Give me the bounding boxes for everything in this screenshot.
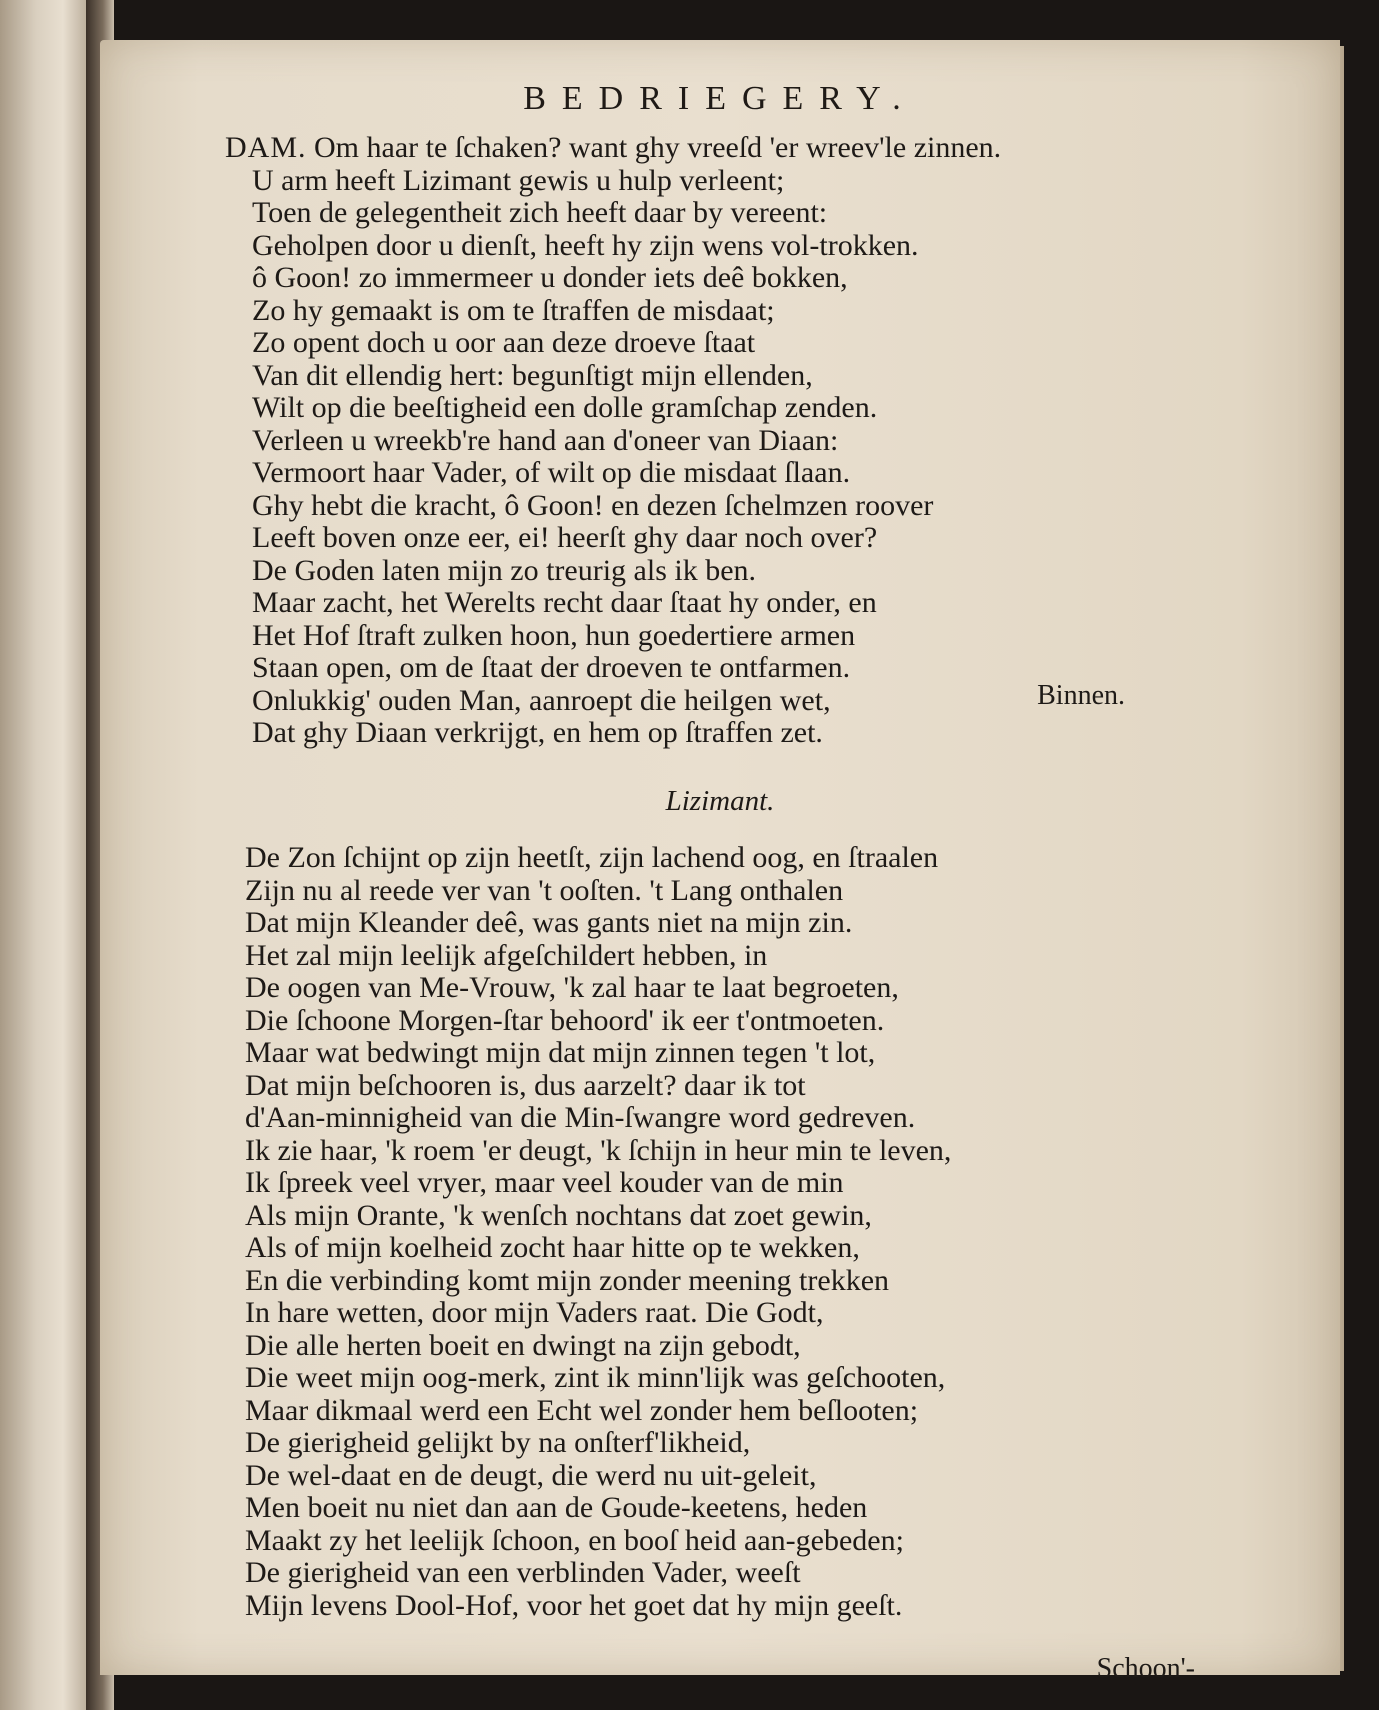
- verse-line: Dat mijn beſchooren is, dus aarzelt? daar ik tot: [245, 1068, 806, 1102]
- scene-title: Lizimant.: [665, 785, 775, 817]
- verse-line: De Goden laten mijn zo treurig als ik ben.: [252, 553, 757, 587]
- verse-line: Dat mijn Kleander deê, was gants niet na mijn zin.: [245, 906, 853, 939]
- verse-line: De Zon ſchijnt op zijn heetſt, zijn lachend oog, en ſtraalen: [245, 841, 939, 874]
- verse-line: Maar zacht, het Werelts recht daar ſtaat hy onder, en: [252, 586, 877, 619]
- verse-line: Als mijn Orante, 'k wenſch nochtans dat zoet gewin,: [245, 1198, 872, 1232]
- verse-line: Zo hy gemaakt is om te ſtraffen de misdaat;: [252, 293, 775, 327]
- left-page-edge: [0, 0, 92, 1710]
- speech-dam: [225, 132, 1225, 750]
- verse-line: Geholpen door u dienſt, heeft hy zijn wens vol-trokken.: [252, 228, 919, 262]
- verse-line: Onlukkig' ouden Man, aanroept die heilgen wet,: [252, 683, 831, 717]
- stage-direction: Binnen.: [1037, 680, 1125, 711]
- verse-line: Die weet mijn oog-merk, zint ik minn'lijk was geſchooten,: [245, 1361, 946, 1394]
- verse-line: De oogen van Me-Vrouw, 'k zal haar te laat begroeten,: [245, 971, 899, 1004]
- verse-line: Zijn nu al reede ver van 't ooſten. 't Lang onthalen: [245, 873, 844, 907]
- verse-line: De gierigheid van een verblinden Vader, weeſt: [245, 1556, 801, 1589]
- verse-line: Om haar te ſchaken? want ghy vreeſd 'er wreev'le zinnen.: [314, 131, 1002, 164]
- verse-line: Maar wat bedwingt mijn dat mijn zinnen tegen 't lot,: [245, 1036, 876, 1069]
- verse-line: Van dit ellendig hert: begunſtigt mijn ellenden,: [252, 358, 813, 392]
- verse-line: Ik zie haar, 'k roem 'er deugt, 'k ſchijn in heur min te leven,: [245, 1133, 952, 1167]
- verse-line: Die ſchoone Morgen-ſtar behoord' ik eer t'ontmoeten.: [245, 1003, 885, 1037]
- verse-line: Die alle herten boeit en dwingt na zijn gebodt,: [245, 1328, 801, 1362]
- verse-line: d'Aan-minnigheid van die Min-ſwangre word gedreven.: [245, 1101, 916, 1134]
- verse-line: In hare wetten, door mijn Vaders raat. Die Godt,: [245, 1296, 824, 1329]
- catchword: Schoon'-: [1096, 1653, 1195, 1684]
- verse-line: Zo opent doch u oor aan deze droeve ſtaat: [252, 326, 756, 359]
- speaker-name: DAM.: [225, 131, 307, 164]
- verse-line: Als of mijn koelheid zocht haar hitte op te wekken,: [245, 1231, 860, 1264]
- verse-line: Dat ghy Diaan verkrijgt, en hem op ſtraffen zet.: [252, 716, 823, 749]
- verse-line: Maakt zy het leelijk ſchoon, en booſ heid aan-gebeden;: [245, 1523, 904, 1557]
- verse-line: Vermoort haar Vader, of wilt op die misdaat ſlaan.: [252, 456, 851, 489]
- verse-line: Ghy hebt die kracht, ô Goon! en dezen ſchelmzen roover: [252, 488, 934, 522]
- verse-line: Wilt op die beeſtigheid een dolle gramſchap zenden.: [252, 391, 878, 424]
- verse-line: Staan open, om de ſtaat der droeven te ontfarmen.: [252, 651, 851, 684]
- verse-line: De wel-daat en de deugt, die werd nu uit-geleit,: [245, 1458, 817, 1492]
- verse-line: Mijn levens Dool-Hof, voor het goet dat hy mijn geeſt.: [245, 1588, 903, 1622]
- verse-line: Het Hof ſtraft zulken hoon, hun goedertiere armen: [252, 618, 856, 652]
- verse-line: De gierigheid gelijkt by na onſterf'likheid,: [245, 1426, 751, 1459]
- verse-line: Toen de gelegentheit zich heeft daar by vereent:: [252, 196, 828, 229]
- verse-line: En die verbinding komt mijn zonder meening trekken: [245, 1263, 890, 1297]
- verse-line: Leeft boven onze eer, ei! heerſt ghy daar noch over?: [252, 521, 878, 554]
- speech-lizimant: [245, 842, 1245, 1622]
- verse-line: Maar dikmaal werd een Echt wel zonder hem beſlooten;: [245, 1393, 919, 1427]
- verse-line: Het zal mijn leelijk afgeſchildert hebben, in: [245, 938, 768, 972]
- verse-line: U arm heeft Lizimant gewis u hulp verleent;: [252, 163, 785, 197]
- verse-line: Men boeit nu niet dan aan de Goude-keetens, heden: [245, 1491, 868, 1524]
- first-verse-line: [225, 132, 1225, 165]
- verse-line: ô Goon! zo immermeer u donder iets deê bokken,: [252, 261, 848, 294]
- running-head: BEDRIEGERY.: [523, 80, 917, 117]
- verse-line: Ik ſpreek veel vryer, maar veel kouder van de min: [245, 1166, 844, 1199]
- book-page: [100, 40, 1340, 1684]
- verse-line: Verleen u wreekb're hand aan d'oneer van Diaan:: [252, 423, 839, 457]
